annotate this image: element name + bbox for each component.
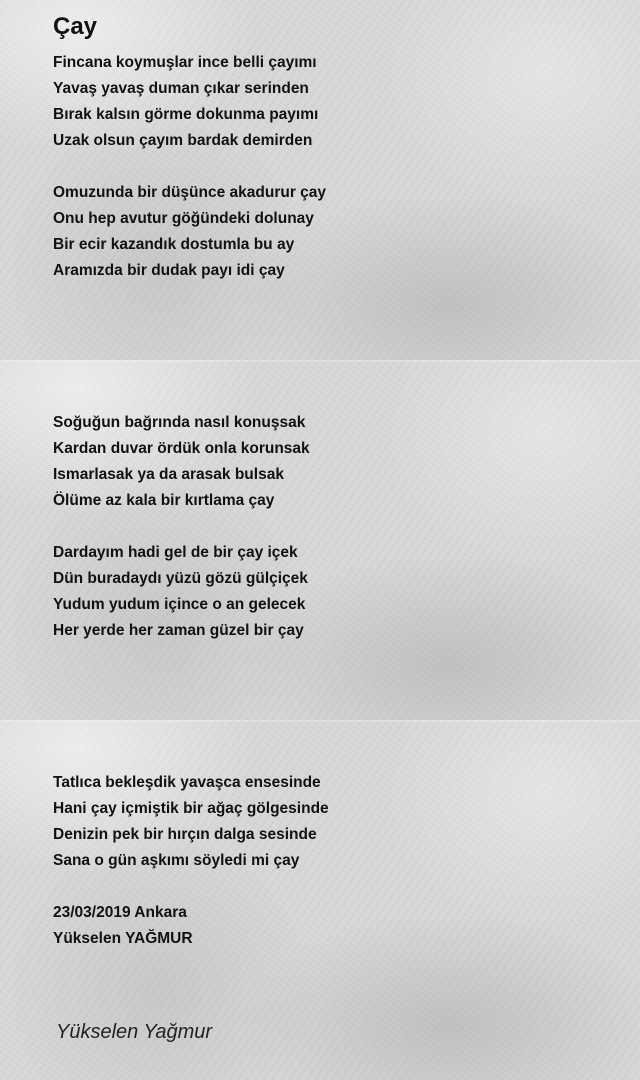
panel-divider	[0, 360, 640, 362]
poem-line: Bırak kalsın görme dokunma payımı	[53, 106, 319, 123]
poem-line: Dardayım hadi gel de bir çay içek	[53, 544, 298, 561]
stanza-3	[53, 410, 310, 514]
poem-panel-2	[0, 360, 640, 720]
poem-author: Yükselen YAĞMUR	[53, 930, 193, 947]
poem-line: Her yerde her zaman güzel bir çay	[53, 622, 304, 639]
poem-line: Yudum yudum içince o an gelecek	[53, 596, 306, 613]
poem-title: Çay	[53, 13, 98, 40]
poem-line: Sana o gün aşkımı söyledi mi çay	[53, 852, 300, 869]
poem-date-place: 23/03/2019 Ankara	[53, 904, 187, 921]
panel-divider	[0, 720, 640, 722]
poem-line: Fincana koymuşlar ince belli çayımı	[53, 54, 317, 71]
poem-line: Omuzunda bir düşünce akadurur çay	[53, 184, 327, 201]
stanza-2	[53, 180, 326, 284]
poem-line: Denizin pek bir hırçın dalga sesinde	[53, 826, 317, 843]
poem-line: Soğuğun bağrında nasıl konuşsak	[53, 414, 306, 431]
poem-line: Onu hep avutur göğündeki dolunay	[53, 210, 314, 227]
poem-line: Bir ecir kazandık dostumla bu ay	[53, 236, 295, 253]
stanza-1	[53, 50, 318, 154]
poem-line: Yavaş yavaş duman çıkar serinden	[53, 80, 309, 97]
author-signature: Yükselen Yağmur	[56, 1021, 213, 1043]
poem-panel-3	[0, 720, 640, 1080]
stanza-4	[53, 540, 308, 644]
poem-line: Ölüme az kala bir kırtlama çay	[53, 492, 275, 509]
poem-line: Uzak olsun çayım bardak demirden	[53, 132, 313, 149]
poem-line: Kardan duvar ördük onla korunsak	[53, 440, 310, 457]
stanza-5	[53, 770, 329, 874]
poem-panel-1	[0, 0, 640, 360]
poem-line: Ismarlasak ya da arasak bulsak	[53, 466, 284, 483]
poem-line: Dün buradaydı yüzü gözü gülçiçek	[53, 570, 308, 587]
poem-line: Aramızda bir dudak payı idi çay	[53, 262, 285, 279]
poem-line: Hani çay içmiştik bir ağaç gölgesinde	[53, 800, 329, 817]
poem-footer	[53, 900, 193, 952]
poem-line: Tatlıca bekleşdik yavaşca ensesinde	[53, 774, 321, 791]
